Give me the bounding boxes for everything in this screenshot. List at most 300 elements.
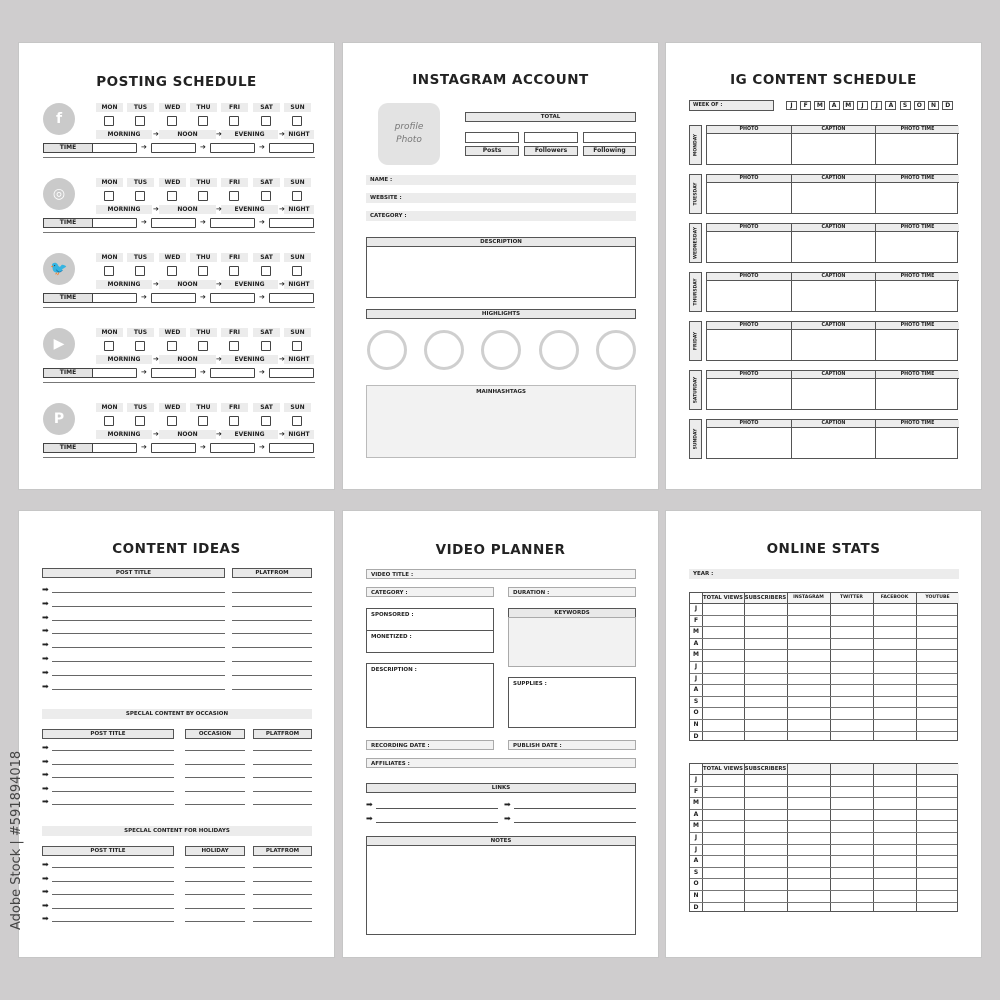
profile-label: profile [394, 122, 424, 132]
link-line[interactable] [514, 808, 636, 809]
time-label: EVENING [221, 280, 278, 289]
special-holidays-header: SPECLAL CONTENT FOR HOLIDAYS [42, 826, 312, 836]
recording-date-field[interactable]: RECORDING DATE : [366, 740, 494, 750]
entry-line[interactable] [185, 764, 245, 765]
content-cell[interactable] [707, 330, 791, 360]
highlight-circle[interactable] [481, 330, 521, 370]
day-label: SUN [284, 253, 311, 262]
time-input-box[interactable] [210, 293, 255, 303]
arrow-icon: ➡ [42, 612, 49, 622]
content-cell[interactable] [875, 428, 959, 458]
day-label: THU [190, 103, 217, 112]
day-label: MON [96, 178, 123, 187]
stats-row[interactable] [702, 649, 959, 661]
platform-header: PLATFROM [253, 729, 312, 739]
day-checkbox[interactable] [135, 266, 145, 276]
arrow-icon: ➔ [153, 280, 159, 288]
day-checkbox[interactable] [292, 191, 302, 201]
time-input-box[interactable] [92, 293, 137, 303]
day-label [689, 321, 702, 361]
stats-row[interactable] [702, 603, 959, 615]
arrow-icon: ➡ [42, 887, 49, 896]
content-cell[interactable] [875, 134, 959, 164]
entry-line[interactable] [185, 777, 245, 778]
entry-line[interactable] [52, 921, 174, 922]
stats-row[interactable] [702, 832, 959, 844]
time-input-box[interactable] [151, 218, 196, 228]
time-label: NIGHT [284, 430, 314, 439]
column-header: YOUTUBE [916, 593, 959, 603]
day-checkbox[interactable] [198, 191, 208, 201]
day-label [689, 272, 702, 312]
content-cell[interactable] [707, 281, 791, 311]
content-cell[interactable] [707, 183, 791, 213]
entry-line[interactable] [253, 791, 312, 792]
arrow-icon: ➔ [279, 355, 285, 363]
description-header: DESCRIPTION [366, 237, 636, 247]
stats-row[interactable] [702, 844, 959, 856]
entry-line[interactable] [232, 689, 312, 690]
platform-header: PLATFROM [253, 846, 312, 856]
affiliates-field[interactable]: AFFILIATES : [366, 758, 636, 768]
time-input-box[interactable] [269, 293, 314, 303]
sponsored-label: SPONSORED : [371, 612, 414, 618]
day-checkbox[interactable] [292, 416, 302, 426]
arrow-icon: ➡ [366, 800, 373, 809]
entry-line[interactable] [253, 764, 312, 765]
stats-row[interactable] [702, 638, 959, 650]
day-checkbox[interactable] [104, 266, 114, 276]
stats-row[interactable] [702, 809, 959, 821]
link-line[interactable] [376, 822, 498, 823]
day-checkbox[interactable] [198, 116, 208, 126]
platform-schedule-block [19, 178, 315, 251]
day-checkbox[interactable] [167, 266, 177, 276]
day-checkbox[interactable] [104, 116, 114, 126]
day-checkbox[interactable] [167, 416, 177, 426]
month-label: J [694, 776, 698, 783]
entry-line[interactable] [52, 592, 225, 593]
day-checkbox[interactable] [104, 191, 114, 201]
content-cell[interactable] [875, 330, 959, 360]
entry-line[interactable] [232, 675, 312, 676]
highlight-circle[interactable] [424, 330, 464, 370]
platform-schedule-block [19, 403, 315, 476]
content-cell[interactable] [791, 232, 875, 262]
entry-line[interactable] [232, 592, 312, 593]
time-input-box[interactable] [151, 443, 196, 453]
day-label [689, 125, 702, 165]
page-title: IG CONTENT SCHEDULE [730, 72, 917, 88]
time-label: NOON [159, 205, 216, 214]
stats-row[interactable] [702, 673, 959, 685]
followers-count-box[interactable] [524, 132, 578, 143]
entry-line[interactable] [185, 881, 245, 882]
time-label: MORNING [96, 430, 152, 439]
entry-line[interactable] [52, 750, 174, 751]
day-label: SAT [253, 253, 280, 262]
content-cell[interactable] [707, 379, 791, 409]
facebook-icon: f [43, 103, 75, 135]
arrow-icon: ➔ [259, 368, 265, 376]
content-cell[interactable] [791, 281, 875, 311]
monetized-box[interactable] [366, 630, 494, 653]
day-checkbox[interactable] [229, 266, 239, 276]
stats-row[interactable] [702, 684, 959, 696]
post-title-header: POST TITLE [42, 729, 174, 739]
arrow-icon: ➡ [42, 900, 49, 910]
link-line[interactable] [514, 822, 636, 823]
day-checkbox[interactable] [261, 341, 271, 351]
profile-photo-placeholder[interactable] [378, 103, 440, 165]
day-checkbox[interactable] [198, 266, 208, 276]
entry-line[interactable] [232, 606, 312, 607]
stats-row[interactable] [702, 878, 959, 890]
month-checkbox[interactable]: J [871, 101, 882, 110]
entry-line[interactable] [52, 894, 174, 895]
stats-row[interactable] [702, 786, 959, 798]
arrow-icon: ➡ [42, 797, 49, 806]
stats-row[interactable] [702, 696, 959, 708]
entry-line[interactable] [253, 894, 312, 895]
entry-line[interactable] [52, 689, 225, 690]
arrow-icon: ➡ [42, 585, 49, 594]
day-name: WEDNESDAY [693, 227, 698, 259]
stats-row[interactable] [702, 820, 959, 832]
day-checkbox[interactable] [292, 266, 302, 276]
entry-line[interactable] [52, 661, 225, 662]
time-label: NIGHT [284, 205, 314, 214]
entry-line[interactable] [253, 750, 312, 751]
day-checkbox[interactable] [229, 116, 239, 126]
day-checkbox[interactable] [261, 416, 271, 426]
notes-box[interactable] [366, 845, 636, 935]
column-header: CAPTION [791, 126, 875, 134]
day-checkbox[interactable] [167, 191, 177, 201]
column-header [873, 764, 916, 774]
page-title: CONTENT IDEAS [112, 541, 241, 557]
day-checkbox[interactable] [229, 341, 239, 351]
month-checkbox[interactable]: O [914, 101, 925, 110]
page-title: INSTAGRAM ACCOUNT [412, 72, 589, 88]
stats-row[interactable] [702, 855, 959, 867]
month-label: J [694, 674, 698, 682]
description-box[interactable] [366, 663, 494, 728]
video-title-field[interactable]: VIDEO TITLE : [366, 569, 636, 579]
day-checkbox[interactable] [135, 341, 145, 351]
entry-line[interactable] [52, 881, 174, 882]
divider [43, 307, 315, 308]
category-field[interactable]: CATEGORY : [366, 211, 636, 221]
entry-line[interactable] [185, 921, 245, 922]
month-checkbox[interactable]: N [928, 101, 939, 110]
month-checkbox[interactable]: D [942, 101, 953, 110]
content-cell[interactable] [875, 183, 959, 213]
column-header: TOTAL VIEWS [703, 766, 743, 772]
link-line[interactable] [376, 808, 498, 809]
pinterest-icon: P [43, 403, 75, 435]
time-label: NOON [159, 430, 216, 439]
day-label: SAT [253, 103, 280, 112]
entry-line[interactable] [52, 764, 174, 765]
day-checkbox[interactable] [167, 341, 177, 351]
keywords-box[interactable] [508, 617, 636, 667]
content-cell[interactable] [875, 281, 959, 311]
arrow-icon: ➡ [42, 873, 49, 883]
arrow-icon: ➡ [42, 860, 49, 869]
day-label: WED [159, 403, 186, 412]
day-label: FRI [221, 403, 248, 412]
content-cell[interactable] [707, 232, 791, 262]
day-label: SUN [284, 178, 311, 187]
content-cell[interactable] [791, 379, 875, 409]
entry-line[interactable] [185, 804, 245, 805]
entry-line[interactable] [52, 867, 174, 868]
page-title: ONLINE STATS [766, 541, 881, 557]
arrow-icon: ➡ [42, 667, 49, 677]
entry-line[interactable] [253, 804, 312, 805]
arrow-icon: ➡ [42, 654, 49, 663]
time-input-box[interactable] [210, 218, 255, 228]
time-label: MORNING [96, 205, 152, 214]
entry-line[interactable] [52, 804, 174, 805]
stats-row[interactable] [702, 661, 959, 673]
time-input-box[interactable] [210, 443, 255, 453]
time-input-box[interactable] [92, 443, 137, 453]
entry-line[interactable] [52, 908, 174, 909]
column-header: PHOTO [707, 273, 791, 281]
day-checkbox[interactable] [229, 416, 239, 426]
time-input-box[interactable] [92, 218, 137, 228]
main-hashtags-box[interactable] [366, 385, 636, 458]
column-header: TOTAL VIEWS [703, 595, 743, 601]
column-header: PHOTO TIME [875, 322, 959, 330]
month-checkbox[interactable]: S [900, 101, 911, 110]
content-cell[interactable] [791, 134, 875, 164]
month-checkbox[interactable]: A [885, 101, 896, 110]
entry-line[interactable] [52, 675, 225, 676]
day-checkbox[interactable] [135, 191, 145, 201]
category-field[interactable]: CATEGORY : [366, 587, 494, 597]
publish-date-field[interactable]: PUBLISH DATE : [508, 740, 636, 750]
time-label: EVENING [221, 355, 278, 364]
entry-line[interactable] [253, 881, 312, 882]
day-label: SUN [284, 103, 311, 112]
stats-row[interactable] [702, 707, 959, 719]
time-input-box[interactable] [269, 218, 314, 228]
name-field[interactable]: NAME : [366, 175, 636, 185]
month-label: A [693, 810, 699, 818]
entry-line[interactable] [185, 791, 245, 792]
day-label: WED [159, 103, 186, 112]
stats-row[interactable] [702, 626, 959, 638]
day-checkbox[interactable] [198, 341, 208, 351]
time-input-box[interactable] [269, 368, 314, 378]
entry-line[interactable] [232, 647, 312, 648]
time-input-box[interactable] [210, 143, 255, 153]
entry-line[interactable] [253, 777, 312, 778]
stats-row[interactable] [702, 731, 959, 743]
stats-row[interactable] [702, 797, 959, 809]
column-header: CAPTION [791, 420, 875, 428]
content-cell[interactable] [707, 134, 791, 164]
day-checkbox[interactable] [135, 416, 145, 426]
day-label [689, 223, 702, 263]
divider [43, 457, 315, 458]
time-label: NIGHT [284, 130, 314, 139]
day-name: THURSDAY [693, 278, 698, 306]
month-checkbox[interactable]: J [786, 101, 797, 110]
entry-line[interactable] [232, 633, 312, 634]
entry-line[interactable] [52, 633, 225, 634]
occasion-header: OCCASION [185, 729, 245, 739]
week-of-field[interactable] [689, 100, 774, 111]
column-header: PHOTO TIME [875, 175, 959, 183]
day-label: SAT [253, 328, 280, 337]
time-input-box[interactable] [210, 368, 255, 378]
day-label: THU [190, 178, 217, 187]
photo-label: Photo [396, 135, 422, 145]
highlight-circle[interactable] [596, 330, 636, 370]
entry-line[interactable] [52, 647, 225, 648]
time-input-box[interactable] [92, 143, 137, 153]
following-count-box[interactable] [583, 132, 636, 143]
page-title: VIDEO PLANNER [435, 542, 566, 558]
entry-line[interactable] [52, 620, 225, 621]
instagram-account-page [342, 42, 659, 490]
content-cell[interactable] [791, 183, 875, 213]
website-field[interactable]: WEBSITE : [366, 193, 636, 203]
column-header: PHOTO TIME [875, 224, 959, 232]
month-checkbox[interactable]: F [800, 101, 811, 110]
stats-row[interactable] [702, 890, 959, 902]
day-label [689, 174, 702, 214]
column-header: PHOTO [707, 175, 791, 183]
column-header: PHOTO [707, 420, 791, 428]
stats-table [689, 592, 958, 741]
stats-row[interactable] [702, 902, 959, 914]
day-label: SAT [253, 178, 280, 187]
day-label: FRI [221, 178, 248, 187]
arrow-icon: ➔ [216, 430, 222, 438]
duration-field[interactable]: DURATION : [508, 587, 636, 597]
time-input-box[interactable] [269, 443, 314, 453]
day-label: SUN [284, 403, 311, 412]
arrow-icon: ➔ [216, 280, 222, 288]
time-label: MORNING [96, 130, 152, 139]
month-checkbox[interactable]: A [829, 101, 840, 110]
time-label-box: TIME [43, 368, 93, 378]
content-cell[interactable] [791, 428, 875, 458]
entry-line[interactable] [185, 894, 245, 895]
month-label: S [693, 697, 699, 705]
entry-line[interactable] [185, 750, 245, 751]
sponsored-box[interactable] [366, 608, 494, 631]
content-cell[interactable] [707, 428, 791, 458]
column-header [787, 764, 830, 774]
entry-line[interactable] [52, 777, 174, 778]
column-header: PHOTO TIME [875, 273, 959, 281]
time-input-box[interactable] [269, 143, 314, 153]
time-input-box[interactable] [151, 143, 196, 153]
time-input-box[interactable] [151, 368, 196, 378]
day-checkbox[interactable] [104, 341, 114, 351]
supplies-box[interactable] [508, 677, 636, 728]
day-checkbox[interactable] [198, 416, 208, 426]
day-checkbox[interactable] [261, 266, 271, 276]
day-checkbox[interactable] [135, 116, 145, 126]
entry-line[interactable] [232, 661, 312, 662]
highlight-circle[interactable] [539, 330, 579, 370]
entry-line[interactable] [185, 867, 245, 868]
arrow-icon: ➔ [279, 430, 285, 438]
entry-line[interactable] [185, 908, 245, 909]
day-checkbox[interactable] [292, 116, 302, 126]
stats-row[interactable] [702, 774, 959, 786]
content-cell[interactable] [875, 232, 959, 262]
month-checkbox[interactable]: M [843, 101, 854, 110]
day-checkbox[interactable] [261, 191, 271, 201]
day-label: TUS [127, 103, 154, 112]
description-box[interactable] [366, 246, 636, 298]
entry-line[interactable] [232, 620, 312, 621]
year-field[interactable]: YEAR : [689, 569, 959, 579]
time-label-box: TIME [43, 143, 93, 153]
arrow-icon: ➡ [42, 640, 49, 650]
highlight-circle[interactable] [367, 330, 407, 370]
entry-line[interactable] [253, 867, 312, 868]
day-label [689, 419, 702, 459]
divider [43, 157, 315, 158]
arrow-icon: ➔ [141, 368, 147, 376]
entry-line[interactable] [52, 606, 225, 607]
arrow-icon: ➔ [216, 355, 222, 363]
column-header: PHOTO TIME [875, 371, 959, 379]
arrow-icon: ➔ [216, 205, 222, 213]
content-cell[interactable] [791, 330, 875, 360]
column-header: PHOTO TIME [875, 126, 959, 134]
column-header: PHOTO [707, 126, 791, 134]
entry-line[interactable] [253, 908, 312, 909]
arrow-icon: ➔ [279, 280, 285, 288]
month-label: F [693, 787, 699, 795]
day-checkbox[interactable] [104, 416, 114, 426]
time-label: EVENING [221, 430, 278, 439]
day-checkbox[interactable] [292, 341, 302, 351]
content-cell[interactable] [875, 379, 959, 409]
time-input-box[interactable] [92, 368, 137, 378]
entry-line[interactable] [253, 921, 312, 922]
day-checkbox[interactable] [261, 116, 271, 126]
day-checkbox[interactable] [229, 191, 239, 201]
time-input-box[interactable] [151, 293, 196, 303]
stats-row[interactable] [702, 615, 959, 627]
stats-row[interactable] [702, 719, 959, 731]
instagram-icon: ◎ [43, 178, 75, 210]
column-header: CAPTION [791, 273, 875, 281]
month-checkbox[interactable]: J [857, 101, 868, 110]
month-checkbox[interactable]: M [814, 101, 825, 110]
stats-row[interactable] [702, 867, 959, 879]
notes-header: NOTES [366, 836, 636, 846]
posts-count-box[interactable] [465, 132, 519, 143]
special-occasion-header: SPECLAL CONTENT BY OCCASION [42, 709, 312, 719]
day-label: FRI [221, 253, 248, 262]
day-checkbox[interactable] [167, 116, 177, 126]
entry-line[interactable] [52, 791, 174, 792]
description-label: DESCRIPTION : [371, 667, 417, 673]
ig-content-schedule-page [665, 42, 982, 490]
